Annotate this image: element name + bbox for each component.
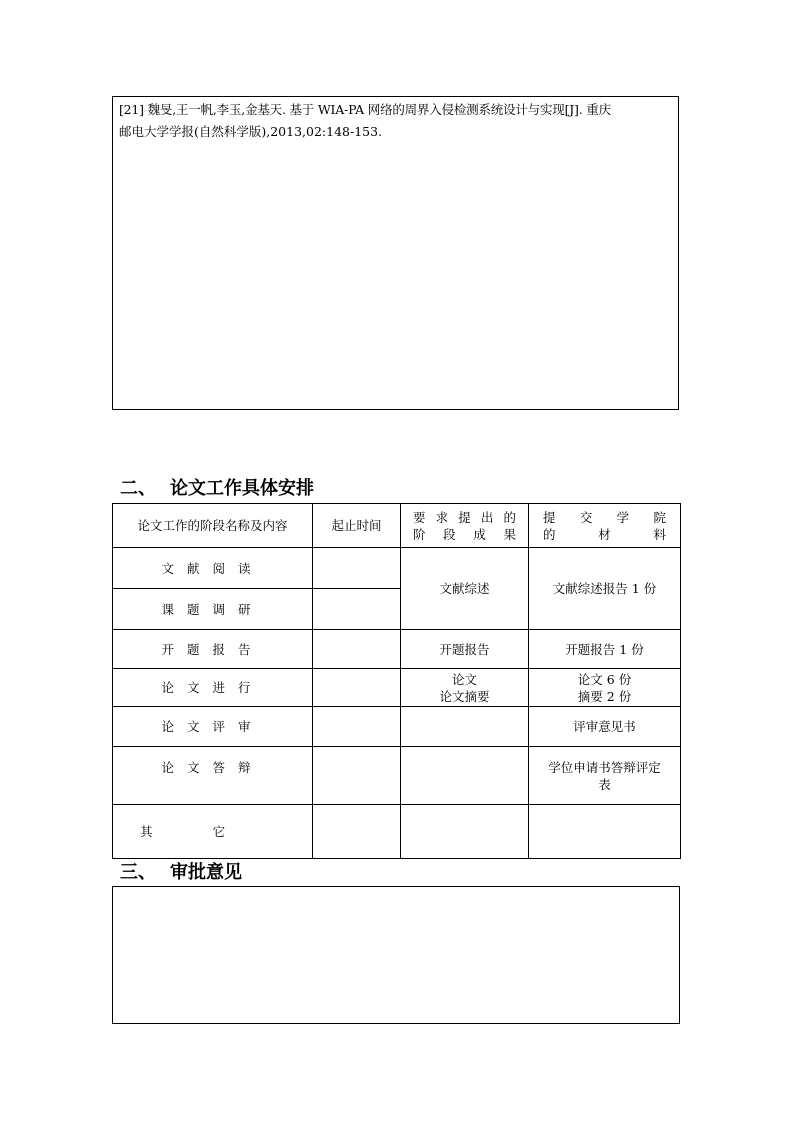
period-cell — [313, 747, 401, 805]
outcome-cell — [401, 707, 529, 747]
outcome-cell — [401, 805, 529, 859]
stage-label: 论文答辩 — [161, 760, 264, 775]
outcome-cell: 开题报告 — [401, 630, 529, 669]
outcome-line-2: 论文摘要 — [439, 688, 490, 704]
period-cell — [313, 630, 401, 669]
header-outcome — [401, 504, 529, 548]
section-2-heading — [120, 478, 314, 500]
materials-cell: 文献综述报告 1 份 — [529, 548, 681, 630]
materials-line-1: 学位申请书答辩评定 — [548, 759, 661, 775]
table-row — [113, 707, 681, 747]
table-row — [113, 548, 681, 589]
header-materials — [529, 504, 681, 548]
table-row — [113, 805, 681, 859]
header-period: 起止时间 — [313, 504, 401, 548]
period-cell — [313, 805, 401, 859]
header-materials-line-1: 提交学院 — [543, 509, 666, 525]
stage-cell — [113, 669, 313, 707]
materials-line-2: 摘要 2 份 — [577, 688, 632, 704]
header-outcome-line-1: 要求提出的 — [413, 509, 516, 525]
section-3-number: 三、 — [120, 862, 156, 883]
outcome-cell — [401, 669, 529, 707]
period-cell — [313, 669, 401, 707]
materials-cell: 开题报告 1 份 — [529, 630, 681, 669]
reference-box — [112, 96, 679, 410]
reference-line-1: [21] 魏旻,王一帆,李玉,金基天. 基于 WIA-PA 网络的周界入侵检测系统设计与实现[J]. 重庆 — [119, 102, 611, 117]
materials-line-1: 论文 6 份 — [577, 671, 632, 687]
reference-line-2: 邮电大学学报(自然科学版),2013,02:148-153. — [119, 124, 383, 139]
stage-label: 论文进行 — [161, 680, 264, 695]
table-row — [113, 669, 681, 707]
section-3-heading — [120, 862, 242, 884]
stage-label: 课题调研 — [161, 602, 264, 617]
materials-cell — [529, 805, 681, 859]
stage-cell — [113, 805, 313, 859]
period-cell — [313, 589, 401, 630]
materials-line-2: 表 — [598, 776, 611, 792]
outcome-cell: 文献综述 — [401, 548, 529, 630]
work-plan-table — [112, 503, 681, 859]
materials-cell — [529, 669, 681, 707]
stage-cell — [113, 589, 313, 630]
stage-cell — [113, 747, 313, 805]
outcome-line-1: 论文 — [451, 671, 477, 687]
stage-cell — [113, 707, 313, 747]
stage-label: 其它 — [139, 824, 285, 839]
table-row — [113, 747, 681, 805]
header-stage: 论文工作的阶段名称及内容 — [113, 504, 313, 548]
approval-opinion-box — [112, 886, 680, 1024]
section-2-number: 二、 — [120, 478, 156, 499]
period-cell — [313, 707, 401, 747]
stage-label: 开题报告 — [161, 641, 264, 657]
header-outcome-line-2: 阶段成果 — [413, 526, 516, 542]
stage-label: 论文评审 — [161, 719, 264, 734]
stage-label: 文献阅读 — [161, 561, 264, 576]
stage-cell — [113, 630, 313, 669]
section-3-title: 审批意见 — [170, 862, 242, 883]
table-row — [113, 630, 681, 669]
section-2-title: 论文工作具体安排 — [170, 478, 314, 499]
header-materials-line-2: 的材料 — [543, 526, 666, 542]
table-header-row — [113, 504, 681, 548]
materials-cell — [529, 747, 681, 805]
period-cell — [313, 548, 401, 589]
outcome-cell — [401, 747, 529, 805]
stage-cell — [113, 548, 313, 589]
materials-cell: 评审意见书 — [529, 707, 681, 747]
